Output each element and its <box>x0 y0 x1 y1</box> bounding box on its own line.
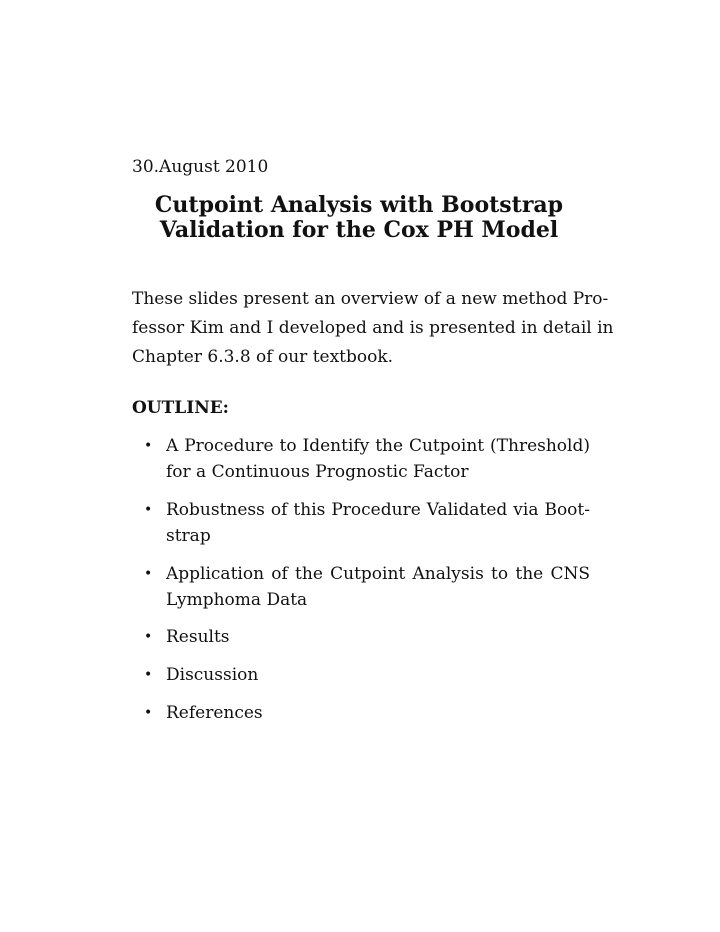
outline-item-text <box>166 624 590 650</box>
bullet-icon: • <box>144 502 153 518</box>
outline-item-text <box>166 433 590 485</box>
slide-title <box>130 193 588 243</box>
outline-item-text <box>166 561 590 613</box>
intro-line-3: Chapter 6.3.8 of our textbook. <box>132 347 394 367</box>
outline-item-line-1: Robustness of this Procedure Validated via Boot- <box>166 500 590 520</box>
outline-item-text <box>166 497 590 549</box>
outline-heading: OUTLINE: <box>132 398 229 418</box>
outline-item-line-1: Discussion <box>166 665 259 685</box>
slide-date: 30.August 2010 <box>132 157 269 177</box>
outline-item-line-2: for a Continuous Prognostic Factor <box>166 462 469 482</box>
bullet-icon: • <box>144 667 153 683</box>
intro-line-2: fessor Kim and I developed and is presented in detail in <box>132 318 614 338</box>
outline-item-line-1: Results <box>166 627 230 647</box>
bullet-icon: • <box>144 629 153 645</box>
slide-title-line-2: Validation for the Cox PH Model <box>159 217 559 243</box>
outline-item-text <box>166 662 590 688</box>
outline-item-line-1: Application of the Cutpoint Analysis to the CNS <box>166 564 590 584</box>
outline-item-line-2: Lymphoma Data <box>166 590 308 610</box>
outline-item-line-1: A Procedure to Identify the Cutpoint (Threshold) <box>166 436 590 456</box>
bullet-icon: • <box>144 566 153 582</box>
bullet-icon: • <box>144 438 153 454</box>
intro-paragraph <box>132 285 614 372</box>
bullet-icon: • <box>144 705 153 721</box>
outline-item-line-2: strap <box>166 526 211 546</box>
outline-item-text <box>166 700 590 726</box>
outline-item-line-1: References <box>166 703 263 723</box>
intro-line-1: These slides present an overview of a new method Pro- <box>132 289 609 309</box>
slide-title-line-1: Cutpoint Analysis with Bootstrap <box>154 192 564 218</box>
